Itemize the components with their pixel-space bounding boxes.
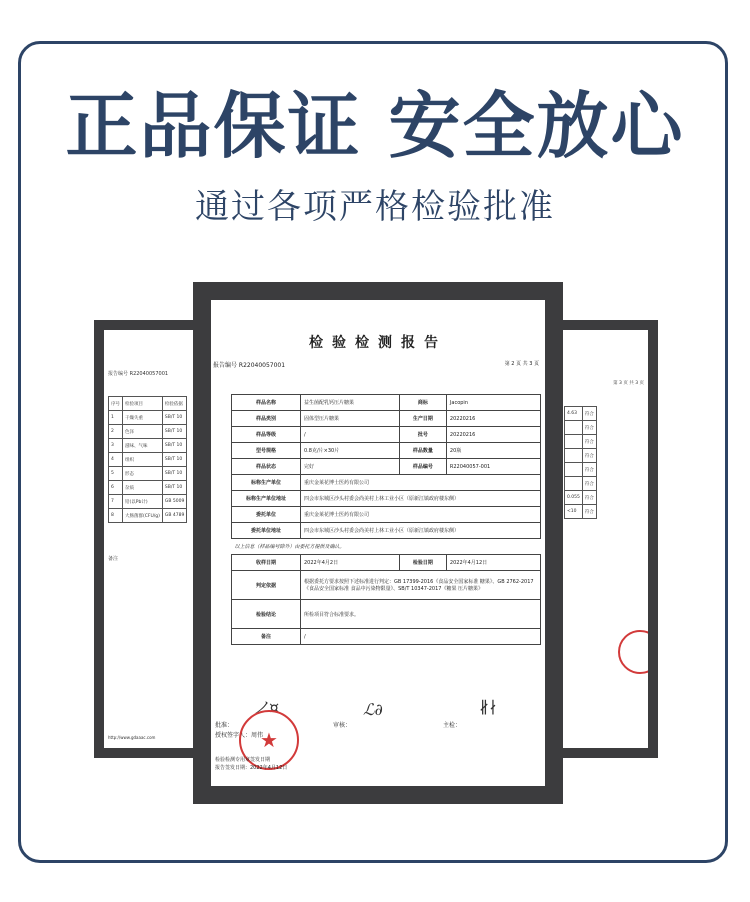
approve-signatory: 授权签字人：周伟 <box>215 732 264 739</box>
left-test-table <box>108 396 187 523</box>
table-row <box>232 629 541 645</box>
right-page-no: 第 3 页 共 3 页 <box>613 381 644 386</box>
table-row <box>232 539 541 555</box>
table-row <box>565 435 597 449</box>
cell-label: 判定依据 <box>232 571 301 600</box>
cell: 2 <box>109 425 123 439</box>
cell-value: 2022年4月2日 <box>301 555 400 571</box>
cell-label: 收样日期 <box>232 555 301 571</box>
cell-value: 2022年4月12日 <box>446 555 540 571</box>
right-stamp-icon <box>618 630 648 674</box>
cell: 大肠菌群(CFU/g) <box>123 509 163 523</box>
table-row <box>232 475 541 491</box>
cell-label: 标称生产单位 <box>232 475 301 491</box>
table-row <box>232 523 541 539</box>
cell-label: 委托单位 <box>232 507 301 523</box>
document-title: 检验检测报告 <box>309 335 447 351</box>
cell: 符合 <box>582 407 596 421</box>
report-number: 报告编号 R22040057001 <box>213 362 286 369</box>
cell-label: 批号 <box>399 427 446 443</box>
cell: 组织 <box>123 453 163 467</box>
cell-value: 20瓶 <box>446 443 540 459</box>
table-row <box>565 477 597 491</box>
left-header-cell: 检验依据 <box>162 397 186 411</box>
left-header-cell: 序号 <box>109 397 123 411</box>
cell: 符合 <box>582 463 596 477</box>
table-row <box>109 495 187 509</box>
cell <box>565 463 583 477</box>
cell: SB/T 10 <box>162 467 186 481</box>
table-row <box>232 507 541 523</box>
cell: SB/T 10 <box>162 439 186 453</box>
cell-value: 0.8克/片×30片 <box>301 443 400 459</box>
table-row <box>565 505 597 519</box>
table-row <box>565 407 597 421</box>
page-number: 第 2 页 共 3 页 <box>504 361 539 367</box>
cell-value: / <box>301 629 541 645</box>
cell-value: 四会市东城区沙头村委会尚美村上林工业小区（原新江镇政府楼东侧） <box>301 523 541 539</box>
cell: SB/T 10 <box>162 453 186 467</box>
table-row <box>109 411 187 425</box>
approve-signature-icon: ノ¤ <box>253 698 280 717</box>
table-row <box>565 491 597 505</box>
cell-value: 益生菌配乳钙压片糖果 <box>301 395 400 411</box>
right-certificate-frame <box>548 320 658 758</box>
star-icon: ★ <box>260 728 278 752</box>
cell: 符合 <box>582 491 596 505</box>
cell-label: 检验日期 <box>399 555 446 571</box>
cell-value: Jacopin <box>446 395 540 411</box>
issue-info <box>215 756 287 772</box>
cell-label: 样品类别 <box>232 411 301 427</box>
right-certificate-paper <box>558 330 648 748</box>
table-row <box>109 425 187 439</box>
cell-label: 委托单位地址 <box>232 523 301 539</box>
cell: 7 <box>109 495 123 509</box>
cell-value: 20220216 <box>446 411 540 427</box>
main-check-label: 主检： <box>443 722 462 729</box>
cell: 3 <box>109 439 123 453</box>
review-label: 审核： <box>333 722 352 729</box>
review-signature-icon: ℒ∂ <box>363 700 383 719</box>
table-row <box>232 443 541 459</box>
left-url: http://www.gdaaac.com <box>108 735 156 740</box>
cell: 符合 <box>582 449 596 463</box>
table-row <box>109 453 187 467</box>
cell-label: 生产日期 <box>399 411 446 427</box>
cell-value: 20220216 <box>446 427 540 443</box>
cell-value: 重庆金莱花博士医药有限公司 <box>301 475 541 491</box>
cell: 符合 <box>582 477 596 491</box>
cell-label: 型号规格 <box>232 443 301 459</box>
cell-value: R22040057-001 <box>446 459 540 475</box>
provenance-note: 以上信息（样品编号除外）由委托方提供及确认。 <box>232 539 541 555</box>
cell: 干燥失重 <box>123 411 163 425</box>
cell: 色泽 <box>123 425 163 439</box>
main-certificate-paper <box>211 300 545 786</box>
cell <box>565 421 583 435</box>
cell-label: 样品数量 <box>399 443 446 459</box>
cell-label: 标称生产单位地址 <box>232 491 301 507</box>
table-row <box>109 509 187 523</box>
cell: 0.055 <box>565 491 583 505</box>
cell-value: 重庆金莱花博士医药有限公司 <box>301 507 541 523</box>
cell: GB 5009 <box>162 495 186 509</box>
cell-value: 完好 <box>301 459 400 475</box>
cell: 4.63 <box>565 407 583 421</box>
cell: 形态 <box>123 467 163 481</box>
cell: 符合 <box>582 421 596 435</box>
table-row <box>232 395 541 411</box>
left-report-no: 报告编号 R22040057001 <box>108 371 169 377</box>
table-row <box>232 491 541 507</box>
table-row <box>232 427 541 443</box>
cell-value: / <box>301 427 400 443</box>
cell <box>565 449 583 463</box>
left-certificate-paper <box>104 330 194 748</box>
cell-label: 样品名称 <box>232 395 301 411</box>
issue-line-1: 检验检测专用章签发日期 <box>215 757 271 763</box>
table-row <box>109 439 187 453</box>
cell: 1 <box>109 411 123 425</box>
cell: 符合 <box>582 505 596 519</box>
cell: 4 <box>109 453 123 467</box>
subheadline: 通过各项严格检验批准 <box>195 187 555 227</box>
cell-value: 根据委托方要求按照下述标准进行判定：GB 17399-2016《食品安全国家标准 糖果》、GB 2762-2017《食品安全国家标准 食品中污染物限量》、SB/T 10347-2017《糖果 压片糖果》 <box>301 571 541 600</box>
table-row <box>565 449 597 463</box>
table-row <box>109 467 187 481</box>
cell: SB/T 10 <box>162 411 186 425</box>
left-certificate-frame <box>94 320 204 758</box>
cell-value: 所检项目符合标准要求。 <box>301 600 541 629</box>
cell <box>565 435 583 449</box>
main-check-signature-icon: ∦∤ <box>479 698 497 717</box>
table-row <box>565 421 597 435</box>
issue-line-2: 报告签发日期：2022年4月12日 <box>215 765 288 771</box>
cell-label: 检验结论 <box>232 600 301 629</box>
main-certificate-frame <box>193 282 563 804</box>
cell: 滋味、气味 <box>123 439 163 453</box>
table-row <box>232 600 541 629</box>
cell-value: 固体型压片糖果 <box>301 411 400 427</box>
cell-label: 样品等级 <box>232 427 301 443</box>
table-row <box>232 459 541 475</box>
cell: <10 <box>565 505 583 519</box>
table-row <box>232 411 541 427</box>
cell: 铅(以Pb计) <box>123 495 163 509</box>
cell-value: 四会市东城区沙头村委会尚美村上林工业小区（原新江镇政府楼东侧） <box>301 491 541 507</box>
left-note-title: 备注 <box>108 556 119 562</box>
right-result-table <box>564 406 597 519</box>
cell: 6 <box>109 481 123 495</box>
cell-label: 样品状态 <box>232 459 301 475</box>
cell: GB 4789 <box>162 509 186 523</box>
cell: SB/T 10 <box>162 425 186 439</box>
headline: 正品保证 安全放心 <box>65 84 685 168</box>
cell: 符合 <box>582 435 596 449</box>
cell <box>565 477 583 491</box>
left-header-cell: 检验项目 <box>123 397 163 411</box>
cell-label: 样品编号 <box>399 459 446 475</box>
cell-label: 备注 <box>232 629 301 645</box>
cell: 8 <box>109 509 123 523</box>
table-row <box>232 555 541 571</box>
cell: SB/T 10 <box>162 481 186 495</box>
table-row <box>565 463 597 477</box>
approve-label: 批准： <box>215 722 234 729</box>
cell: 5 <box>109 467 123 481</box>
sample-info-table <box>231 394 541 645</box>
table-row <box>232 571 541 600</box>
table-row <box>109 481 187 495</box>
cell: 杂质 <box>123 481 163 495</box>
cell-label: 商标 <box>399 395 446 411</box>
